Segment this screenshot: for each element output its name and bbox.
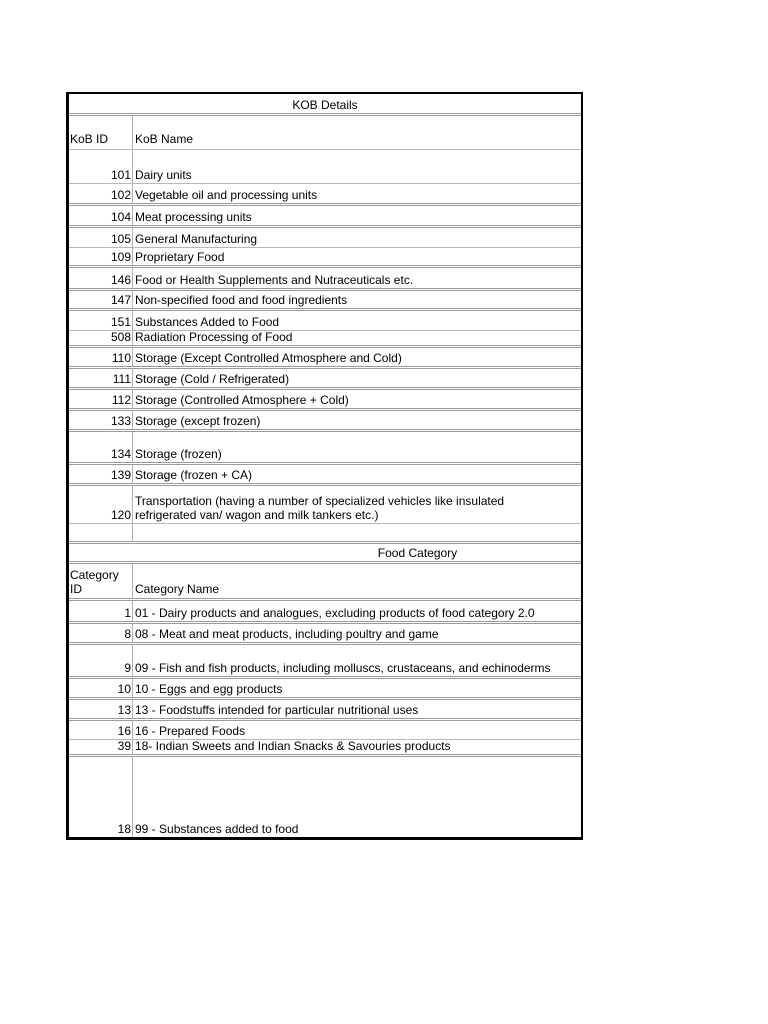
food-name-cell: 08 - Meat and meat products, including poultry and game [135,627,439,641]
food-row[interactable] [69,757,581,837]
food-row[interactable] [69,645,581,679]
empty-id-cell [69,524,133,541]
food-row[interactable] [69,679,581,700]
kob-name-cell: Storage (frozen + CA) [135,468,253,482]
kob-row[interactable] [69,291,581,311]
kob-name-cell: Transportation (having a number of specialized vehicles like insulated refrigerated van/ wagon and milk tankers etc.) [135,494,505,522]
kob-row[interactable] [69,311,581,331]
food-row[interactable] [69,601,581,624]
kob-header-row [69,116,581,150]
food-row[interactable] [69,624,581,645]
kob-title: KOB Details [292,98,358,112]
kob-row[interactable] [69,268,581,291]
kob-row[interactable] [69,206,581,228]
kob-row[interactable] [69,331,581,348]
kob-row[interactable] [69,411,581,432]
food-id-cell: 8 [69,624,133,642]
food-id-header: Category ID [69,564,133,598]
food-id-cell: 10 [69,679,133,697]
food-id-cell: 13 [69,700,133,718]
food-name-cell: 10 - Eggs and egg products [135,682,283,696]
kob-name-cell: General Manufacturing [135,232,258,246]
kob-name-cell: Storage (except frozen) [135,414,261,428]
kob-id-cell: 508 [69,331,133,345]
kob-id-cell: 112 [69,390,133,408]
kob-name-cell: Storage (Cold / Refrigerated) [135,372,290,386]
food-name-header: Category Name [135,582,220,596]
kob-id-cell: 102 [69,184,133,203]
food-id-cell: 16 [69,721,133,739]
kob-name-cell: Non-specified food and food ingredients [135,293,348,307]
food-row[interactable] [69,740,581,757]
kob-id-cell: 105 [69,228,133,247]
kob-name-cell: Radiation Processing of Food [135,330,293,344]
empty-row [69,524,581,544]
kob-name-cell: Storage (Except Controlled Atmosphere and Cold) [135,351,402,365]
food-id-cell: 1 [69,601,133,621]
kob-id-cell: 134 [69,432,133,462]
empty-name-cell [133,524,135,541]
food-row[interactable] [69,721,581,740]
kob-id-cell: 147 [69,291,133,308]
kob-id-cell: 110 [69,348,133,366]
spreadsheet-table [66,92,583,840]
kob-id-cell: 151 [69,311,133,330]
food-title: Food Category [377,546,458,560]
kob-title-row [69,94,581,116]
kob-row[interactable] [69,465,581,486]
food-row[interactable] [69,700,581,721]
food-id-cell: 9 [69,645,133,676]
food-id-cell: 39 [69,740,133,754]
food-name-cell: 09 - Fish and fish products, including molluscs, crustaceans, and echinoderms [135,661,551,675]
kob-name-cell: Food or Health Supplements and Nutraceuticals etc. [135,273,414,287]
kob-id-header: KoB ID [69,116,133,149]
kob-row[interactable] [69,348,581,369]
kob-id-cell: 139 [69,465,133,483]
kob-row[interactable] [69,150,581,184]
food-name-cell: 99 - Substances added to food [135,822,299,836]
food-id-cell: 18 [69,757,133,837]
food-title-row [69,544,581,564]
kob-id-cell: 111 [69,369,133,387]
kob-name-cell: Storage (frozen) [135,447,222,461]
kob-id-cell: 101 [69,150,133,183]
kob-name-header: KoB Name [135,132,194,146]
kob-id-cell: 146 [69,268,133,288]
food-name-cell: 18- Indian Sweets and Indian Snacks & Savouries products [135,739,451,753]
kob-row[interactable] [69,369,581,390]
kob-row[interactable] [69,184,581,206]
kob-id-cell: 109 [69,248,133,265]
kob-id-cell: 120 [69,486,133,523]
kob-row[interactable] [69,228,581,248]
kob-name-cell: Substances Added to Food [135,315,280,329]
food-name-cell: 16 - Prepared Foods [135,724,246,738]
food-name-cell: 01 - Dairy products and analogues, excluding products of food category 2.0 [135,606,535,620]
kob-name-cell: Vegetable oil and processing units [135,188,318,202]
kob-row[interactable] [69,432,581,465]
food-header-row [69,564,581,601]
kob-name-cell: Storage (Controlled Atmosphere + Cold) [135,393,349,407]
kob-row[interactable] [69,248,581,268]
kob-id-cell: 133 [69,411,133,429]
kob-name-cell: Proprietary Food [135,250,225,264]
kob-id-cell: 104 [69,206,133,225]
kob-name-cell: Dairy units [135,168,192,182]
kob-name-cell: Meat processing units [135,210,252,224]
kob-row[interactable] [69,486,581,524]
food-name-cell: 13 - Foodstuffs intended for particular nutritional uses [135,703,419,717]
kob-row[interactable] [69,390,581,411]
